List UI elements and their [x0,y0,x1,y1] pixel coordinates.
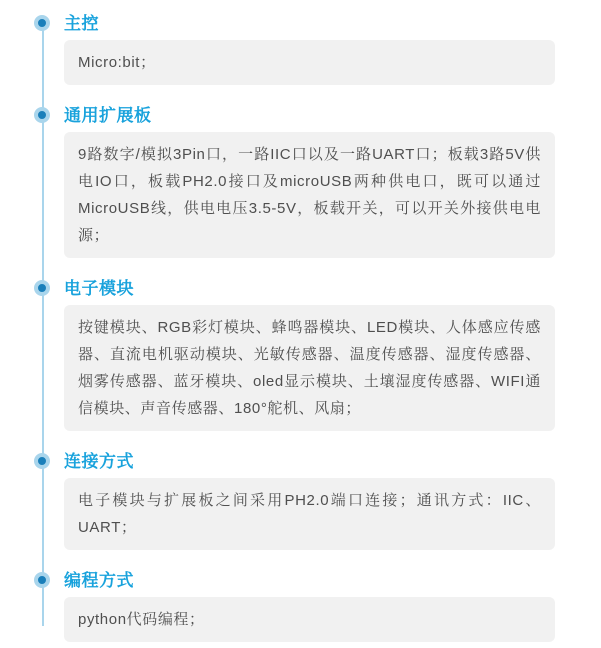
section-title [64,14,555,34]
section-title-text: 通用扩展板 [64,106,152,125]
section-title-text: 编程方式 [64,571,134,590]
section-title-text: 连接方式 [64,452,134,471]
section-content: python代码编程； [64,597,555,642]
section-title [64,452,555,472]
timeline-dot-icon [34,572,50,588]
section-content: 电子模块与扩展板之间采用PH2.0端口连接；通讯方式：IIC、UART； [64,478,555,550]
timeline-dot-icon [34,107,50,123]
timeline-dot-icon [34,15,50,31]
section-programming-method [64,571,555,642]
section-title [64,571,555,591]
section-content: 9路数字/模拟3Pin口，一路IIC口以及一路UART口；板载3路5V供电IO口，板载PH2.0接口及microUSB两种供电口，既可以通过MicroUSB线，供电电压3.5-5V，板载开关，可以开关外接供电电源； [64,132,555,258]
timeline-dot-icon [34,453,50,469]
section-connection-method [64,452,555,550]
section-title [64,279,555,299]
section-content: Micro:bit； [64,40,555,85]
section-content: 按键模块、RGB彩灯模块、蜂鸣器模块、LED模块、人体感应传感器、直流电机驱动模块、光敏传感器、温度传感器、湿度传感器、烟雾传感器、蓝牙模块、oled显示模块、土壤湿度传感器、WIFI通信模块、声音传感器、180°舵机、风扇； [64,305,555,431]
timeline-dot-icon [34,280,50,296]
section-main-controller [64,14,555,85]
section-title-text: 主控 [64,14,99,33]
section-expansion-board [64,106,555,258]
section-title-text: 电子模块 [64,279,134,298]
section-title [64,106,555,126]
section-electronic-modules [64,279,555,431]
